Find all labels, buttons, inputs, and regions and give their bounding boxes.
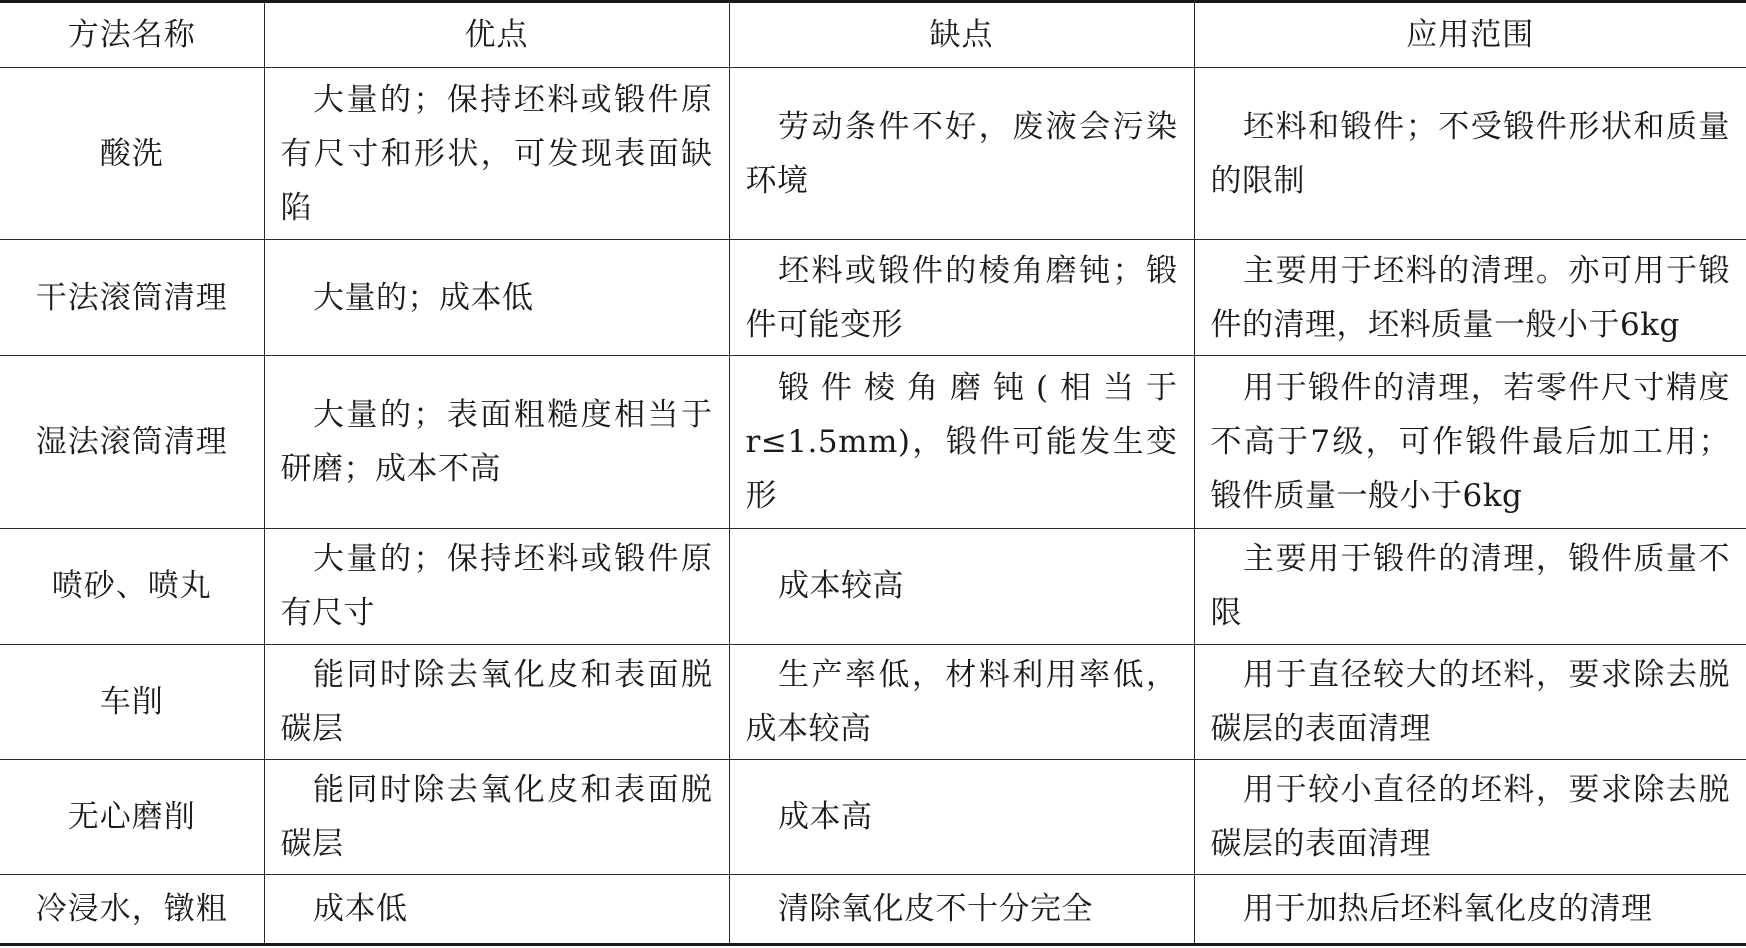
table-row bbox=[0, 759, 1746, 874]
advantages-cell: 能同时除去氧化皮和表面脱碳层 bbox=[264, 759, 729, 874]
advantages-cell: 大量的；保持坯料或锻件原有尺寸和形状，可发现表面缺陷 bbox=[264, 68, 729, 240]
header-row bbox=[0, 2, 1746, 68]
disadvantages-cell: 生产率低，材料利用率低，成本较高 bbox=[729, 644, 1194, 759]
method-name-cell: 湿法滚筒清理 bbox=[0, 355, 264, 528]
table-row bbox=[0, 529, 1746, 644]
disadvantages-cell: 劳动条件不好，废液会污染环境 bbox=[729, 68, 1194, 240]
application-scope-cell: 用于锻件的清理，若零件尺寸精度不高于7级，可作锻件最后加工用；锻件质量一般小于6kg bbox=[1194, 355, 1746, 528]
disadvantages-cell: 成本高 bbox=[729, 759, 1194, 874]
disadvantages-cell: 坯料或锻件的棱角磨钝；锻件可能变形 bbox=[729, 240, 1194, 355]
method-name-cell: 喷砂、喷丸 bbox=[0, 529, 264, 644]
advantages-cell: 成本低 bbox=[264, 875, 729, 945]
advantages-cell: 大量的；保持坯料或锻件原有尺寸 bbox=[264, 529, 729, 644]
table-row bbox=[0, 875, 1746, 945]
table-row bbox=[0, 240, 1746, 355]
table-row bbox=[0, 68, 1746, 240]
advantages-cell: 大量的；表面粗糙度相当于研磨；成本不高 bbox=[264, 355, 729, 528]
application-scope-cell: 用于加热后坯料氧化皮的清理 bbox=[1194, 875, 1746, 945]
method-name-cell: 干法滚筒清理 bbox=[0, 240, 264, 355]
application-scope-cell: 主要用于坯料的清理。亦可用于锻件的清理，坯料质量一般小于6kg bbox=[1194, 240, 1746, 355]
advantages-cell: 大量的；成本低 bbox=[264, 240, 729, 355]
method-name-cell: 冷浸水，镦粗 bbox=[0, 875, 264, 945]
header-method-name: 方法名称 bbox=[0, 2, 264, 68]
disadvantages-cell: 清除氧化皮不十分完全 bbox=[729, 875, 1194, 945]
disadvantages-cell: 成本较高 bbox=[729, 529, 1194, 644]
table-row bbox=[0, 355, 1746, 528]
application-scope-cell: 坯料和锻件；不受锻件形状和质量的限制 bbox=[1194, 68, 1746, 240]
method-name-cell: 酸洗 bbox=[0, 68, 264, 240]
table-row bbox=[0, 644, 1746, 759]
header-disadvantages: 缺点 bbox=[729, 2, 1194, 68]
application-scope-cell: 用于较小直径的坯料，要求除去脱碳层的表面清理 bbox=[1194, 759, 1746, 874]
disadvantages-cell: 锻件棱角磨钝(相当于r≤1.5mm)，锻件可能发生变形 bbox=[729, 355, 1194, 528]
method-name-cell: 无心磨削 bbox=[0, 759, 264, 874]
application-scope-cell: 主要用于锻件的清理，锻件质量不限 bbox=[1194, 529, 1746, 644]
method-name-cell: 车削 bbox=[0, 644, 264, 759]
header-advantages: 优点 bbox=[264, 2, 729, 68]
application-scope-cell: 用于直径较大的坯料，要求除去脱碳层的表面清理 bbox=[1194, 644, 1746, 759]
header-application-scope: 应用范围 bbox=[1194, 2, 1746, 68]
advantages-cell: 能同时除去氧化皮和表面脱碳层 bbox=[264, 644, 729, 759]
